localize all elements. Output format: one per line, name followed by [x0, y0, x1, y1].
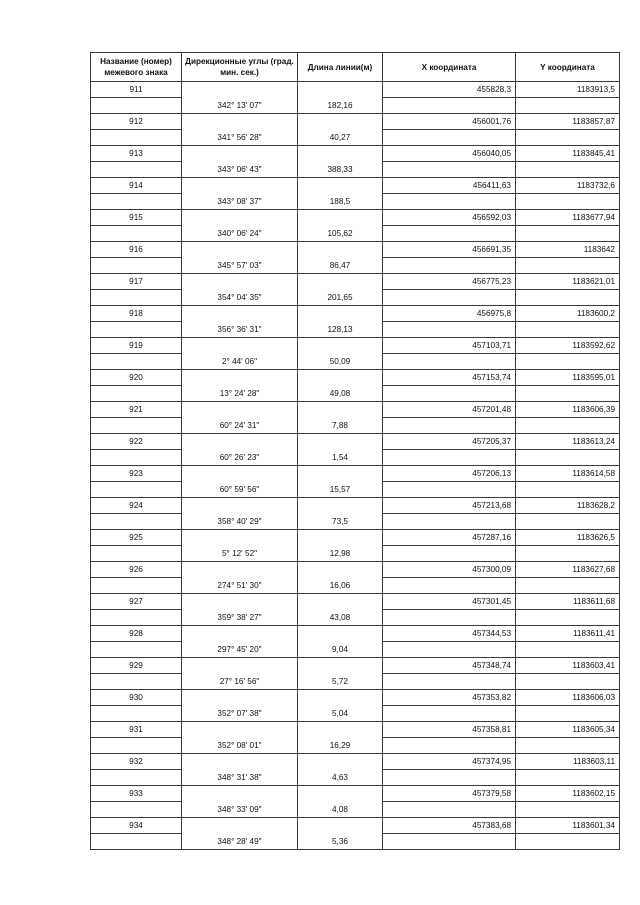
y-coordinate-cell: 1183606,03 [516, 690, 620, 706]
empty-cell [516, 258, 620, 274]
table-row [91, 178, 620, 194]
table-row [91, 658, 620, 674]
y-coordinate-cell: 1183627,68 [516, 562, 620, 578]
empty-cell [182, 82, 298, 98]
point-number-cell: 928 [91, 626, 182, 642]
line-length-cell: 15,57 [298, 482, 383, 498]
point-number-cell: 924 [91, 498, 182, 514]
empty-cell [516, 514, 620, 530]
empty-cell [383, 162, 516, 178]
line-length-cell: 16,06 [298, 578, 383, 594]
empty-cell [516, 322, 620, 338]
empty-cell [516, 770, 620, 786]
direction-angle-cell: 60° 24' 31" [182, 418, 298, 434]
empty-cell [91, 706, 182, 722]
y-coordinate-cell: 1183621,01 [516, 274, 620, 290]
empty-cell [516, 130, 620, 146]
x-coordinate-cell: 457348,74 [383, 658, 516, 674]
x-coordinate-cell: 457287,16 [383, 530, 516, 546]
empty-cell [91, 194, 182, 210]
empty-cell [91, 418, 182, 434]
line-length-cell: 201,65 [298, 290, 383, 306]
line-length-cell: 105,62 [298, 226, 383, 242]
table-row [91, 770, 620, 786]
empty-cell [182, 178, 298, 194]
table-row [91, 722, 620, 738]
x-coordinate-cell: 457205,37 [383, 434, 516, 450]
direction-angle-cell: 13° 24' 28" [182, 386, 298, 402]
empty-cell [182, 626, 298, 642]
empty-cell [516, 450, 620, 466]
x-coordinate-cell: 457201,48 [383, 402, 516, 418]
point-number-cell: 926 [91, 562, 182, 578]
x-coordinate-cell: 457153,74 [383, 370, 516, 386]
empty-cell [182, 786, 298, 802]
direction-angle-cell: 274° 51' 30" [182, 578, 298, 594]
x-coordinate-cell: 457103,71 [383, 338, 516, 354]
table-row [91, 450, 620, 466]
empty-cell [383, 386, 516, 402]
y-coordinate-cell: 1183600,2 [516, 306, 620, 322]
direction-angle-cell: 343° 06' 43" [182, 162, 298, 178]
table-row [91, 82, 620, 98]
empty-cell [383, 418, 516, 434]
y-coordinate-cell: 1183606,39 [516, 402, 620, 418]
empty-cell [516, 610, 620, 626]
empty-cell [91, 290, 182, 306]
point-number-cell: 913 [91, 146, 182, 162]
table-row [91, 130, 620, 146]
empty-cell [91, 98, 182, 114]
line-length-cell: 49,08 [298, 386, 383, 402]
empty-cell [298, 754, 383, 770]
point-number-cell: 918 [91, 306, 182, 322]
point-number-cell: 914 [91, 178, 182, 194]
direction-angle-cell: 356° 36' 31" [182, 322, 298, 338]
empty-cell [182, 722, 298, 738]
table-row [91, 738, 620, 754]
empty-cell [298, 114, 383, 130]
direction-angle-cell: 340° 06' 24" [182, 226, 298, 242]
empty-cell [516, 738, 620, 754]
empty-cell [516, 834, 620, 850]
table-row [91, 402, 620, 418]
empty-cell [91, 482, 182, 498]
direction-angle-cell: 60° 59' 56" [182, 482, 298, 498]
point-number-cell: 917 [91, 274, 182, 290]
empty-cell [182, 498, 298, 514]
x-coordinate-cell: 457300,09 [383, 562, 516, 578]
empty-cell [91, 610, 182, 626]
x-coordinate-cell: 457379,58 [383, 786, 516, 802]
x-coordinate-cell: 457358,81 [383, 722, 516, 738]
y-coordinate-cell: 1183626,5 [516, 530, 620, 546]
direction-angle-cell: 359° 38' 27" [182, 610, 298, 626]
y-coordinate-cell: 1183845,41 [516, 146, 620, 162]
y-coordinate-cell: 1183605,34 [516, 722, 620, 738]
point-number-cell: 932 [91, 754, 182, 770]
table-row [91, 386, 620, 402]
empty-cell [298, 498, 383, 514]
x-coordinate-cell: 456592,03 [383, 210, 516, 226]
table-row [91, 306, 620, 322]
header-direction-angle: Дирекционные углы (град. мин. сек.) [182, 53, 298, 82]
table-row [91, 482, 620, 498]
line-length-cell: 4,63 [298, 770, 383, 786]
table-header-row [91, 53, 620, 82]
empty-cell [182, 210, 298, 226]
empty-cell [182, 530, 298, 546]
header-line-length: Длина линии(м) [298, 53, 383, 82]
point-number-cell: 912 [91, 114, 182, 130]
line-length-cell: 7,88 [298, 418, 383, 434]
x-coordinate-cell: 456775,23 [383, 274, 516, 290]
y-coordinate-cell: 1183628,2 [516, 498, 620, 514]
x-coordinate-cell: 457353,82 [383, 690, 516, 706]
y-coordinate-cell: 1183913,5 [516, 82, 620, 98]
line-length-cell: 128,13 [298, 322, 383, 338]
empty-cell [516, 418, 620, 434]
direction-angle-cell: 343° 08' 37" [182, 194, 298, 210]
empty-cell [91, 386, 182, 402]
empty-cell [182, 818, 298, 834]
empty-cell [516, 482, 620, 498]
table-row [91, 354, 620, 370]
empty-cell [91, 130, 182, 146]
point-number-cell: 922 [91, 434, 182, 450]
table-body [91, 82, 620, 850]
empty-cell [91, 802, 182, 818]
empty-cell [383, 322, 516, 338]
table-row [91, 210, 620, 226]
line-length-cell: 388,33 [298, 162, 383, 178]
table-row [91, 802, 620, 818]
empty-cell [383, 642, 516, 658]
table-row [91, 514, 620, 530]
line-length-cell: 5,36 [298, 834, 383, 850]
table-row [91, 546, 620, 562]
table-row [91, 194, 620, 210]
empty-cell [298, 658, 383, 674]
empty-cell [298, 146, 383, 162]
line-length-cell: 40,27 [298, 130, 383, 146]
empty-cell [516, 674, 620, 690]
direction-angle-cell: 352° 08' 01" [182, 738, 298, 754]
table-row [91, 626, 620, 642]
table-row [91, 226, 620, 242]
empty-cell [91, 162, 182, 178]
empty-cell [298, 402, 383, 418]
x-coordinate-cell: 457374,95 [383, 754, 516, 770]
table-row [91, 594, 620, 610]
empty-cell [298, 178, 383, 194]
point-number-cell: 933 [91, 786, 182, 802]
point-number-cell: 915 [91, 210, 182, 226]
empty-cell [383, 770, 516, 786]
empty-cell [91, 578, 182, 594]
line-length-cell: 188,5 [298, 194, 383, 210]
empty-cell [516, 546, 620, 562]
empty-cell [516, 194, 620, 210]
empty-cell [298, 434, 383, 450]
direction-angle-cell: 60° 26' 23" [182, 450, 298, 466]
empty-cell [298, 82, 383, 98]
direction-angle-cell: 2° 44' 06" [182, 354, 298, 370]
empty-cell [383, 610, 516, 626]
empty-cell [298, 786, 383, 802]
y-coordinate-cell: 1183732,6 [516, 178, 620, 194]
empty-cell [91, 450, 182, 466]
x-coordinate-cell: 456001,76 [383, 114, 516, 130]
x-coordinate-cell: 456411,63 [383, 178, 516, 194]
y-coordinate-cell: 1183677,94 [516, 210, 620, 226]
empty-cell [298, 338, 383, 354]
empty-cell [298, 242, 383, 258]
empty-cell [91, 514, 182, 530]
empty-cell [91, 674, 182, 690]
table-row [91, 290, 620, 306]
direction-angle-cell: 342° 13' 07" [182, 98, 298, 114]
point-number-cell: 934 [91, 818, 182, 834]
line-length-cell: 73,5 [298, 514, 383, 530]
x-coordinate-cell: 457383,68 [383, 818, 516, 834]
table-row [91, 530, 620, 546]
y-coordinate-cell: 1183857,87 [516, 114, 620, 130]
table-row [91, 466, 620, 482]
header-y-coordinate: Y координата [516, 53, 620, 82]
empty-cell [516, 706, 620, 722]
empty-cell [182, 466, 298, 482]
empty-cell [91, 834, 182, 850]
table-row [91, 114, 620, 130]
empty-cell [516, 578, 620, 594]
empty-cell [383, 226, 516, 242]
empty-cell [298, 274, 383, 290]
x-coordinate-cell: 457301,45 [383, 594, 516, 610]
empty-cell [516, 386, 620, 402]
table-row [91, 370, 620, 386]
x-coordinate-cell: 456691,35 [383, 242, 516, 258]
empty-cell [383, 802, 516, 818]
empty-cell [383, 834, 516, 850]
empty-cell [383, 482, 516, 498]
y-coordinate-cell: 1183601,34 [516, 818, 620, 834]
x-coordinate-cell: 457213,68 [383, 498, 516, 514]
point-number-cell: 929 [91, 658, 182, 674]
line-length-cell: 12,98 [298, 546, 383, 562]
direction-angle-cell: 5° 12' 52" [182, 546, 298, 562]
coordinates-table [90, 52, 620, 850]
empty-cell [91, 258, 182, 274]
empty-cell [383, 354, 516, 370]
empty-cell [383, 674, 516, 690]
point-number-cell: 923 [91, 466, 182, 482]
line-length-cell: 1,54 [298, 450, 383, 466]
empty-cell [383, 450, 516, 466]
empty-cell [383, 546, 516, 562]
empty-cell [298, 722, 383, 738]
table-row [91, 754, 620, 770]
empty-cell [182, 146, 298, 162]
point-number-cell: 927 [91, 594, 182, 610]
empty-cell [182, 274, 298, 290]
table-row [91, 786, 620, 802]
empty-cell [298, 562, 383, 578]
empty-cell [91, 770, 182, 786]
table-row [91, 274, 620, 290]
table-row [91, 498, 620, 514]
empty-cell [383, 738, 516, 754]
direction-angle-cell: 341° 56' 28" [182, 130, 298, 146]
empty-cell [182, 338, 298, 354]
empty-cell [516, 642, 620, 658]
empty-cell [298, 818, 383, 834]
empty-cell [182, 754, 298, 770]
point-number-cell: 925 [91, 530, 182, 546]
empty-cell [383, 578, 516, 594]
table-row [91, 258, 620, 274]
empty-cell [298, 530, 383, 546]
empty-cell [516, 290, 620, 306]
table-row [91, 610, 620, 626]
table-row [91, 706, 620, 722]
direction-angle-cell: 27° 16' 56" [182, 674, 298, 690]
direction-angle-cell: 297° 45' 20" [182, 642, 298, 658]
header-point-name: Название (номер) межевого знака [91, 53, 182, 82]
empty-cell [383, 194, 516, 210]
direction-angle-cell: 358° 40' 29" [182, 514, 298, 530]
empty-cell [182, 242, 298, 258]
direction-angle-cell: 348° 33' 09" [182, 802, 298, 818]
x-coordinate-cell: 456975,8 [383, 306, 516, 322]
empty-cell [182, 562, 298, 578]
line-length-cell: 4,08 [298, 802, 383, 818]
empty-cell [182, 434, 298, 450]
x-coordinate-cell: 457206,13 [383, 466, 516, 482]
direction-angle-cell: 354° 04' 35" [182, 290, 298, 306]
empty-cell [298, 690, 383, 706]
y-coordinate-cell: 1183592,62 [516, 338, 620, 354]
empty-cell [91, 642, 182, 658]
header-x-coordinate: X координата [383, 53, 516, 82]
x-coordinate-cell: 455828,3 [383, 82, 516, 98]
y-coordinate-cell: 1183613,24 [516, 434, 620, 450]
empty-cell [182, 658, 298, 674]
line-length-cell: 182,16 [298, 98, 383, 114]
table-row [91, 322, 620, 338]
table-row [91, 162, 620, 178]
y-coordinate-cell: 1183595,01 [516, 370, 620, 386]
empty-cell [91, 738, 182, 754]
table-row [91, 562, 620, 578]
direction-angle-cell: 352° 07' 38" [182, 706, 298, 722]
empty-cell [383, 98, 516, 114]
line-length-cell: 50,09 [298, 354, 383, 370]
point-number-cell: 921 [91, 402, 182, 418]
table-row [91, 418, 620, 434]
empty-cell [383, 514, 516, 530]
table-row [91, 834, 620, 850]
empty-cell [91, 354, 182, 370]
point-number-cell: 911 [91, 82, 182, 98]
table-row [91, 338, 620, 354]
line-length-cell: 9,04 [298, 642, 383, 658]
y-coordinate-cell: 1183611,41 [516, 626, 620, 642]
y-coordinate-cell: 1183642 [516, 242, 620, 258]
empty-cell [298, 306, 383, 322]
line-length-cell: 5,72 [298, 674, 383, 690]
empty-cell [182, 306, 298, 322]
empty-cell [182, 370, 298, 386]
direction-angle-cell: 345° 57' 03" [182, 258, 298, 274]
x-coordinate-cell: 457344,53 [383, 626, 516, 642]
line-length-cell: 43,08 [298, 610, 383, 626]
table-row [91, 642, 620, 658]
empty-cell [516, 226, 620, 242]
empty-cell [182, 114, 298, 130]
point-number-cell: 931 [91, 722, 182, 738]
table-row [91, 146, 620, 162]
empty-cell [298, 210, 383, 226]
x-coordinate-cell: 456040,05 [383, 146, 516, 162]
empty-cell [516, 354, 620, 370]
table-row [91, 690, 620, 706]
y-coordinate-cell: 1183603,41 [516, 658, 620, 674]
table-row [91, 578, 620, 594]
y-coordinate-cell: 1183614,58 [516, 466, 620, 482]
table-row [91, 98, 620, 114]
empty-cell [298, 466, 383, 482]
direction-angle-cell: 348° 31' 38" [182, 770, 298, 786]
point-number-cell: 916 [91, 242, 182, 258]
point-number-cell: 920 [91, 370, 182, 386]
empty-cell [516, 98, 620, 114]
empty-cell [91, 546, 182, 562]
y-coordinate-cell: 1183602,15 [516, 786, 620, 802]
empty-cell [383, 290, 516, 306]
empty-cell [298, 370, 383, 386]
table-row [91, 434, 620, 450]
point-number-cell: 919 [91, 338, 182, 354]
empty-cell [182, 402, 298, 418]
table-row [91, 818, 620, 834]
line-length-cell: 16,29 [298, 738, 383, 754]
empty-cell [182, 690, 298, 706]
empty-cell [182, 594, 298, 610]
empty-cell [383, 130, 516, 146]
table-row [91, 674, 620, 690]
y-coordinate-cell: 1183603,11 [516, 754, 620, 770]
point-number-cell: 930 [91, 690, 182, 706]
empty-cell [383, 706, 516, 722]
direction-angle-cell: 348° 28' 49" [182, 834, 298, 850]
empty-cell [298, 594, 383, 610]
empty-cell [516, 802, 620, 818]
empty-cell [298, 626, 383, 642]
table-row [91, 242, 620, 258]
empty-cell [91, 322, 182, 338]
line-length-cell: 86,47 [298, 258, 383, 274]
empty-cell [91, 226, 182, 242]
line-length-cell: 5,04 [298, 706, 383, 722]
empty-cell [383, 258, 516, 274]
y-coordinate-cell: 1183611,68 [516, 594, 620, 610]
empty-cell [516, 162, 620, 178]
